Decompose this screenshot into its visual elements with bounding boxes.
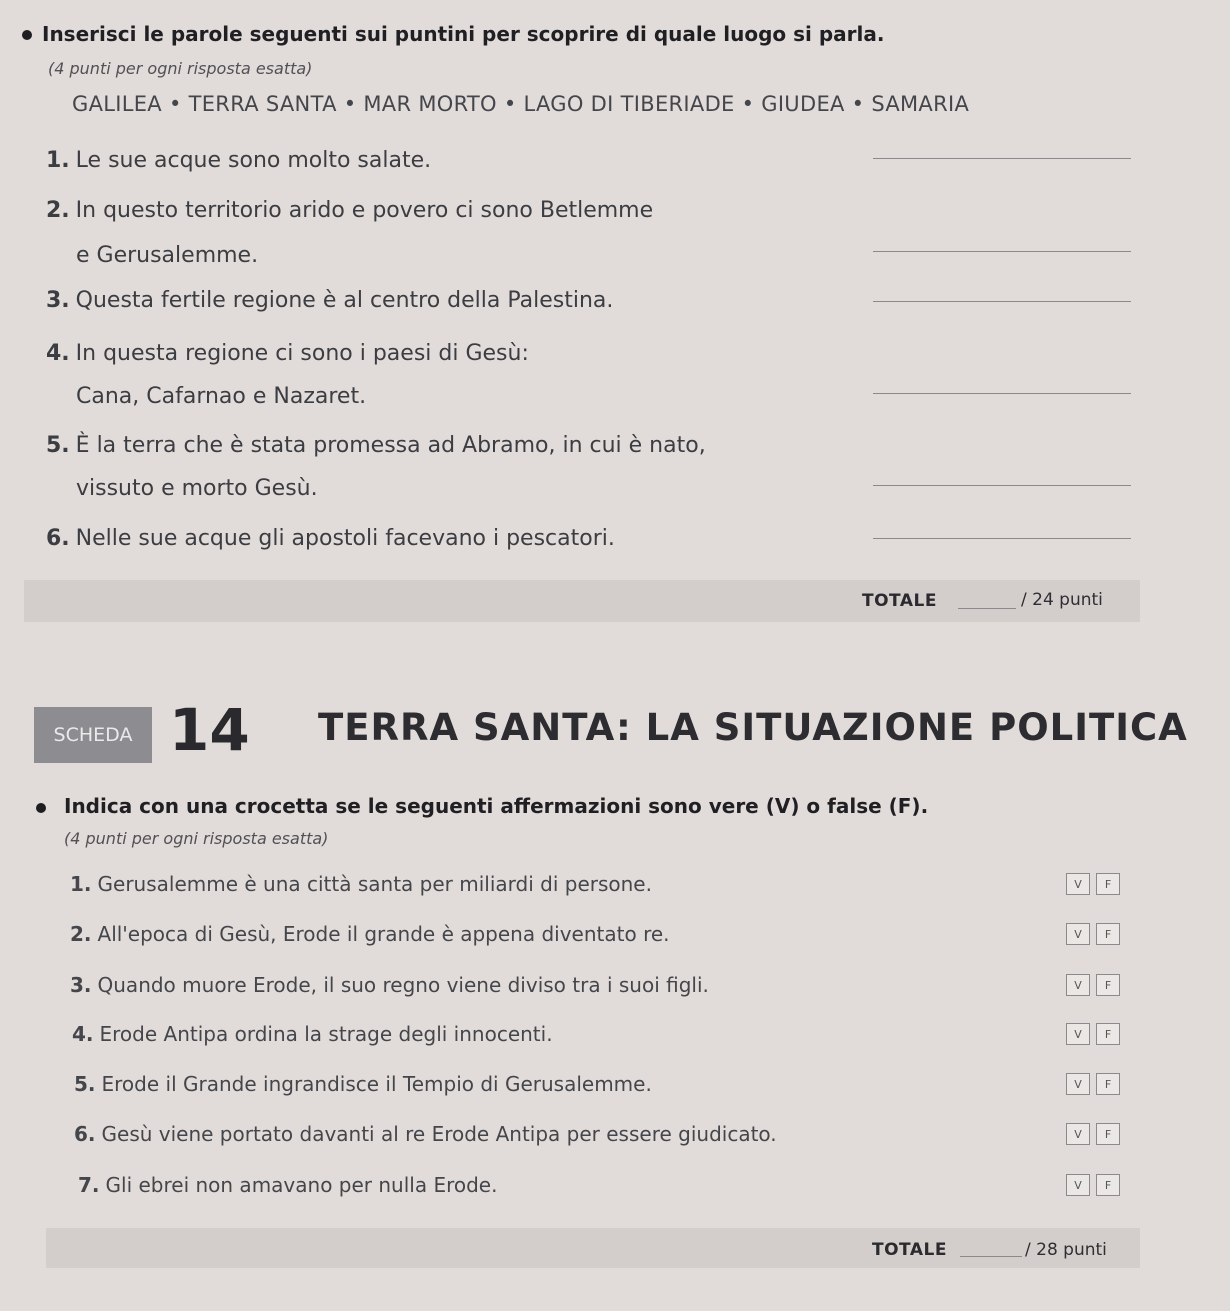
list-item [46,526,615,551]
true-false-boxes [1066,974,1120,996]
list-item [46,148,431,173]
statement-text: Gesù viene portato davanti al re Erode Antipa per essere giudicato. [101,1122,777,1146]
false-checkbox[interactable]: F [1096,1174,1120,1196]
scheda-badge [34,707,152,763]
item-text: È la terra che è stata promessa ad Abramo, in cui è nato, [75,433,706,458]
statement-text: Quando muore Erode, il suo regno viene diviso tra i suoi figli. [97,973,709,997]
item-text: Questa fertile regione è al centro della Palestina. [75,288,614,313]
statement-number: 4. [72,1022,94,1046]
false-checkbox[interactable]: F [1096,1073,1120,1095]
item-number: 4. [46,341,70,366]
totale-points: / 24 punti [1021,590,1103,610]
true-false-boxes [1066,1174,1120,1196]
false-checkbox[interactable]: F [1096,873,1120,895]
scheda-badge-label: SCHEDA [53,724,133,746]
true-false-boxes [1066,1123,1120,1145]
false-checkbox[interactable]: F [1096,1023,1120,1045]
totale-label: TOTALE [862,591,937,611]
true-checkbox[interactable]: V [1066,923,1090,945]
statement-text: All'epoca di Gesù, Erode il grande è appena diventato re. [97,922,670,946]
item-text: In questo territorio arido e povero ci sono Betlemme [75,198,654,223]
statement-text: Erode il Grande ingrandisce il Tempio di Gerusalemme. [101,1072,652,1096]
statement-number: 7. [78,1173,100,1197]
statement-number: 5. [74,1072,96,1096]
true-false-boxes [1066,1023,1120,1045]
statement-row [70,922,670,946]
item-number: 5. [46,433,70,458]
false-checkbox[interactable]: F [1096,1123,1120,1145]
statement-row [70,872,652,896]
list-item [46,288,613,313]
item-text: Nelle sue acque gli apostoli facevano i pescatori. [75,526,615,551]
answer-line[interactable] [873,158,1131,159]
true-checkbox[interactable]: V [1066,1123,1090,1145]
item-number: 2. [46,198,70,223]
statement-row [70,973,709,997]
section1-points-note: (4 punti per ogni risposta esatta) [48,59,313,78]
bullet-icon [22,30,32,40]
item-number: 1. [46,148,70,173]
false-checkbox[interactable]: F [1096,974,1120,996]
true-false-boxes [1066,873,1120,895]
list-item [46,198,653,223]
true-checkbox[interactable]: V [1066,873,1090,895]
statement-row [74,1072,652,1096]
scheda-number: 14 [169,696,250,764]
statement-text: Gli ebrei non amavano per nulla Erode. [105,1173,498,1197]
list-item [46,433,706,458]
statement-number: 2. [70,922,92,946]
answer-line[interactable] [873,485,1131,486]
word-bank: GALILEA • TERRA SANTA • MAR MORTO • LAGO DI TIBERIADE • GIUDEA • SAMARIA [72,92,970,116]
item-text-continued: e Gerusalemme. [76,243,259,268]
bullet-icon [36,803,46,813]
totale-points: / 28 punti [1025,1240,1107,1260]
item-text-continued: vissuto e morto Gesù. [76,476,318,501]
statement-number: 6. [74,1122,96,1146]
totale-score-line[interactable] [958,608,1016,609]
true-false-boxes [1066,1073,1120,1095]
page-title: TERRA SANTA: LA SITUAZIONE POLITICA [318,706,1188,749]
section1-instruction: Inserisci le parole seguenti sui puntini per scoprire di quale luogo si parla. [42,22,885,46]
answer-line[interactable] [873,301,1131,302]
statement-text: Gerusalemme è una città santa per miliardi di persone. [97,872,652,896]
true-false-boxes [1066,923,1120,945]
true-checkbox[interactable]: V [1066,1023,1090,1045]
list-item [46,341,529,366]
totale-band [24,580,1140,622]
answer-line[interactable] [873,393,1131,394]
section2-instruction: Indica con una crocetta se le seguenti affermazioni sono vere (V) o false (F). [64,794,929,818]
item-text: Le sue acque sono molto salate. [75,148,432,173]
totale-label: TOTALE [872,1240,947,1260]
statement-number: 1. [70,872,92,896]
answer-line[interactable] [873,251,1131,252]
item-number: 6. [46,526,70,551]
totale-band [46,1228,1140,1268]
answer-line[interactable] [873,538,1131,539]
statement-row [78,1173,497,1197]
item-text: In questa regione ci sono i paesi di Gesù: [75,341,529,366]
false-checkbox[interactable]: F [1096,923,1120,945]
true-checkbox[interactable]: V [1066,1073,1090,1095]
true-checkbox[interactable]: V [1066,1174,1090,1196]
true-checkbox[interactable]: V [1066,974,1090,996]
item-text-continued: Cana, Cafarnao e Nazaret. [76,384,367,409]
statement-text: Erode Antipa ordina la strage degli innocenti. [99,1022,553,1046]
section2-points-note: (4 punti per ogni risposta esatta) [64,829,329,848]
totale-score-line[interactable] [960,1256,1022,1257]
item-number: 3. [46,288,70,313]
statement-number: 3. [70,973,92,997]
statement-row [72,1022,553,1046]
statement-row [74,1122,777,1146]
